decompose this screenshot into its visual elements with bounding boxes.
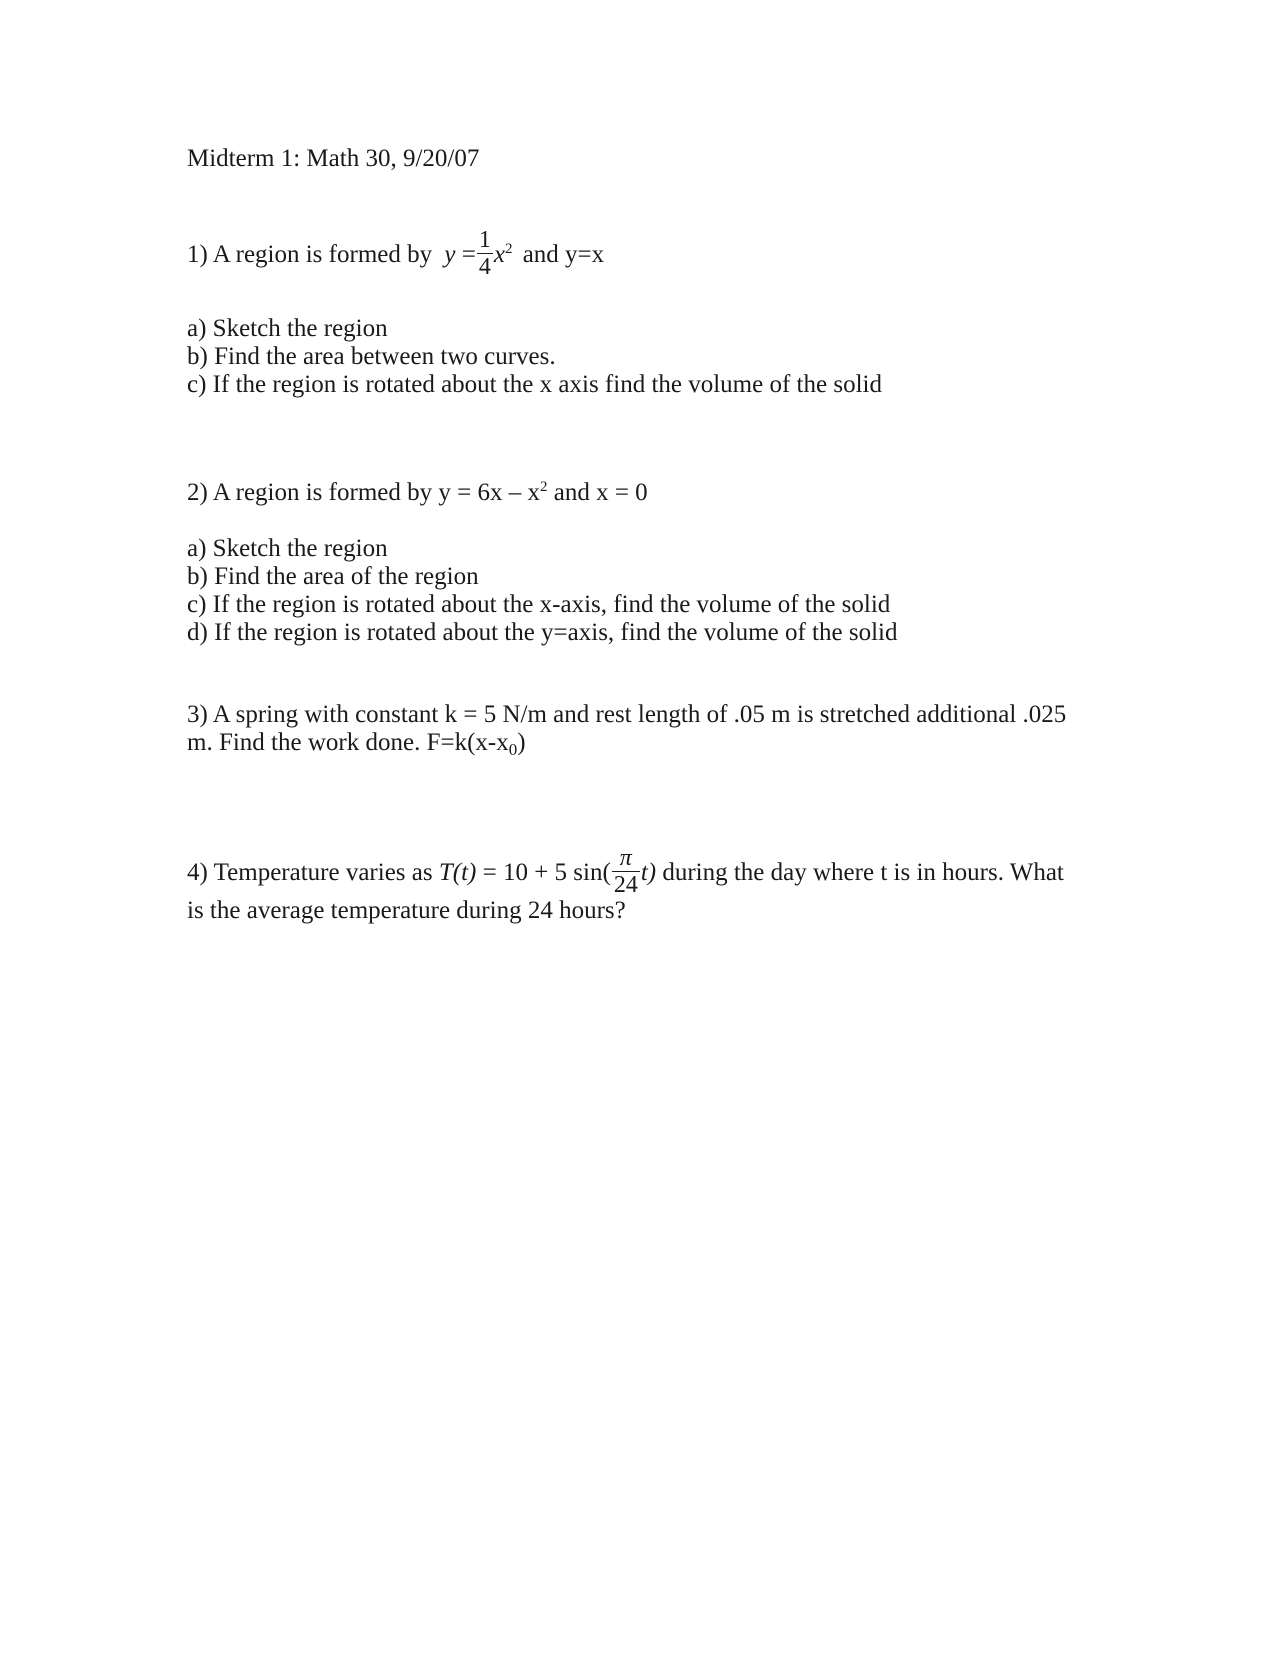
question-3-line-2-suffix: ) xyxy=(517,729,526,756)
question-2-exponent: 2 xyxy=(539,479,548,495)
question-1-prefix: 1) A region is formed by xyxy=(187,241,433,269)
question-4-line-2: is the average temperature during 24 hours? xyxy=(187,897,626,924)
question-4-fraction-denominator: 24 xyxy=(613,872,638,898)
question-4-eq-t-close: t) xyxy=(640,859,657,887)
question-4-eq-T: T xyxy=(438,859,453,887)
question-3-line-2 xyxy=(187,728,526,757)
question-2-part-d: d) If the region is rotated about the y=axis, find the volume of the solid xyxy=(187,619,898,646)
question-4-fraction xyxy=(612,845,640,898)
question-4-fraction-numerator: π xyxy=(619,845,632,871)
question-3-line-2-prefix: m. Find the work done. F=k(x-x xyxy=(187,729,509,756)
question-2-prefix: 2) A region is formed by y = 6x – x xyxy=(187,479,540,506)
question-1-eq-equals: = xyxy=(461,241,476,269)
question-1-fraction-denominator: 4 xyxy=(478,254,491,280)
question-2-statement xyxy=(187,478,648,507)
question-1-fraction-numerator: 1 xyxy=(478,227,491,253)
question-4-suffix: during the day where t is in hours. What xyxy=(656,859,1064,887)
question-2-part-b: b) Find the area of the region xyxy=(187,563,479,590)
question-1-part-a: a) Sketch the region xyxy=(187,315,388,342)
question-1-suffix: and y=x xyxy=(522,241,605,269)
question-1-part-c: c) If the region is rotated about the x axis find the volume of the solid xyxy=(187,371,882,398)
question-1-statement xyxy=(187,227,605,283)
question-1-eq-y: y xyxy=(444,241,456,269)
exam-page xyxy=(187,0,1087,1656)
question-2-part-c: c) If the region is rotated about the x-axis, find the volume of the solid xyxy=(187,591,891,618)
question-1-eq-x: x xyxy=(493,241,505,269)
question-1-fraction xyxy=(477,227,493,280)
question-4-prefix: 4) Temperature varies as xyxy=(187,859,439,887)
question-3-line-1: 3) A spring with constant k = 5 N/m and rest length of .05 m is stretched additional .025 xyxy=(187,701,1067,728)
question-2-part-a: a) Sketch the region xyxy=(187,535,388,562)
question-4-line-1 xyxy=(187,845,1064,901)
question-4-eq-t-paren: (t) xyxy=(452,859,477,887)
question-1-part-b: b) Find the area between two curves. xyxy=(187,343,556,370)
question-4-eq-rhs: = 10 + 5 sin( xyxy=(476,859,611,887)
question-1-eq-exponent: 2 xyxy=(504,241,513,258)
page-title: Midterm 1: Math 30, 9/20/07 xyxy=(187,145,480,172)
question-2-suffix: and x = 0 xyxy=(547,479,648,506)
question-3-subscript: 0 xyxy=(508,740,518,759)
